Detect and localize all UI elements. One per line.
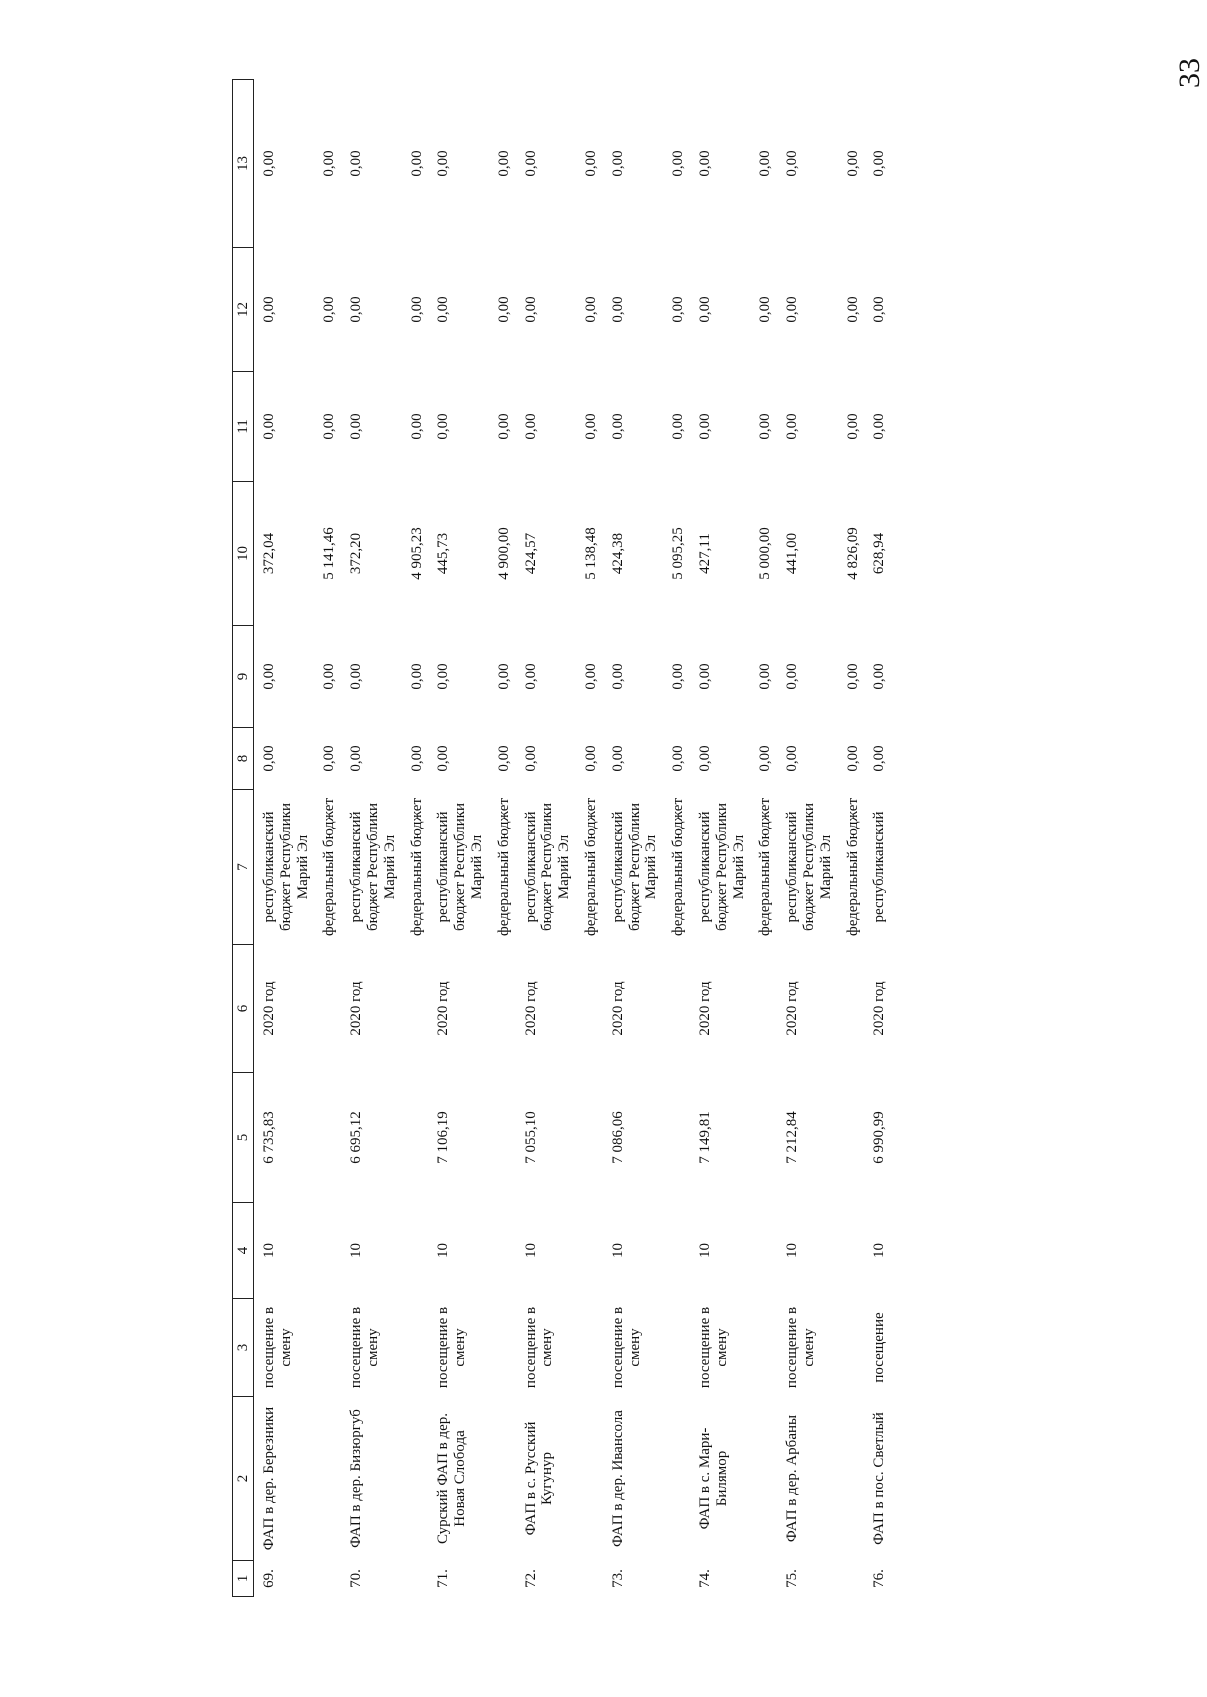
value-col-8: 0,00 bbox=[522, 745, 539, 772]
funding-source: федеральный бюджет bbox=[495, 797, 512, 937]
funding-source: федеральный бюджет bbox=[844, 797, 861, 937]
table-row bbox=[864, 80, 891, 1597]
table-row bbox=[516, 80, 576, 1597]
column-header: 1 bbox=[233, 1561, 254, 1597]
value-col-13: 0,00 bbox=[435, 150, 452, 177]
value-col-8: 0,00 bbox=[844, 745, 861, 772]
empty-cell bbox=[489, 1073, 516, 1203]
document-table-container bbox=[232, 80, 994, 1597]
value-col-9: 0,00 bbox=[757, 663, 774, 690]
empty-cell bbox=[576, 1073, 603, 1203]
capacity-value: 10 bbox=[435, 1243, 452, 1258]
object-name: ФАП в дер. Ивансола bbox=[609, 1410, 626, 1547]
value-col-9: 0,00 bbox=[261, 663, 277, 690]
empty-cell bbox=[314, 1299, 341, 1397]
value-col-10: 445,73 bbox=[435, 532, 452, 575]
value-col-12: 0,00 bbox=[871, 296, 888, 323]
value-col-12: 0,00 bbox=[321, 296, 338, 323]
empty-cell bbox=[402, 1397, 429, 1561]
empty-cell bbox=[402, 1561, 429, 1597]
table-row bbox=[690, 80, 750, 1597]
value-col-11: 0,00 bbox=[582, 413, 599, 440]
table-subrow bbox=[489, 80, 516, 1597]
capacity-value: 10 bbox=[261, 1243, 277, 1258]
empty-cell bbox=[750, 1073, 777, 1203]
empty-cell bbox=[750, 1561, 777, 1597]
row-number: 74. bbox=[696, 1569, 713, 1588]
row-number: 75. bbox=[784, 1569, 801, 1588]
column-header: 10 bbox=[233, 482, 254, 626]
empty-cell bbox=[489, 1561, 516, 1597]
value-col-13: 0,00 bbox=[871, 150, 888, 177]
capacity-unit: посещение в смену bbox=[522, 1306, 556, 1389]
value-col-10: 4 905,23 bbox=[408, 527, 425, 580]
row-number: 69. bbox=[261, 1569, 277, 1588]
value-col-11: 0,00 bbox=[321, 413, 338, 440]
value-col-8: 0,00 bbox=[582, 745, 599, 772]
value-col-10: 424,57 bbox=[522, 532, 539, 575]
value-col-12: 0,00 bbox=[495, 296, 512, 323]
funding-source: федеральный бюджет bbox=[670, 797, 687, 937]
object-name: ФАП в с. Русский Кугунур bbox=[522, 1421, 556, 1536]
capacity-value: 10 bbox=[609, 1243, 626, 1258]
empty-cell bbox=[750, 1397, 777, 1561]
empty-cell bbox=[314, 1397, 341, 1561]
empty-cell bbox=[838, 945, 865, 1073]
empty-cell bbox=[314, 1073, 341, 1203]
funding-source: республиканский bbox=[871, 811, 888, 923]
estimated-cost: 7 212,84 bbox=[784, 1111, 801, 1164]
empty-cell bbox=[576, 1561, 603, 1597]
value-col-8: 0,00 bbox=[435, 745, 452, 772]
value-col-10: 441,00 bbox=[784, 532, 801, 575]
value-col-11: 0,00 bbox=[609, 413, 626, 440]
value-col-11: 0,00 bbox=[408, 413, 425, 440]
value-col-11: 0,00 bbox=[844, 413, 861, 440]
value-col-9: 0,00 bbox=[696, 663, 713, 690]
funding-source: республиканский бюджет Республики Марий Эл bbox=[696, 802, 747, 932]
funding-source: федеральный бюджет bbox=[757, 797, 774, 937]
capacity-value: 10 bbox=[522, 1243, 539, 1258]
empty-cell bbox=[663, 1203, 690, 1299]
value-col-8: 0,00 bbox=[261, 745, 277, 772]
empty-cell bbox=[489, 1203, 516, 1299]
value-col-9: 0,00 bbox=[408, 663, 425, 690]
empty-cell bbox=[314, 1561, 341, 1597]
value-col-13: 0,00 bbox=[784, 150, 801, 177]
value-col-10: 628,94 bbox=[871, 532, 888, 575]
empty-cell bbox=[489, 1397, 516, 1561]
capacity-unit: посещение в смену bbox=[348, 1306, 381, 1389]
funding-source: республиканский бюджет Республики Марий Эл bbox=[435, 802, 485, 932]
value-col-12: 0,00 bbox=[582, 296, 599, 323]
value-col-10: 5 095,25 bbox=[670, 527, 687, 580]
empty-cell bbox=[838, 1073, 865, 1203]
table-row bbox=[341, 80, 401, 1597]
value-col-13: 0,00 bbox=[844, 150, 861, 177]
table-subrow bbox=[314, 80, 341, 1597]
value-col-13: 0,00 bbox=[408, 150, 425, 177]
value-col-9: 0,00 bbox=[844, 663, 861, 690]
table-subrow bbox=[838, 80, 865, 1597]
funding-source: федеральный бюджет bbox=[321, 797, 338, 937]
value-col-8: 0,00 bbox=[495, 745, 512, 772]
completion-year: 2020 год bbox=[261, 981, 277, 1036]
object-name: ФАП в пос. Светлый bbox=[871, 1412, 888, 1545]
value-col-10: 427,11 bbox=[696, 533, 713, 574]
table-row bbox=[254, 80, 315, 1597]
object-name: ФАП в дер. Бизюргуб bbox=[348, 1409, 365, 1548]
page-number: 33 bbox=[1173, 58, 1206, 88]
empty-cell bbox=[402, 1203, 429, 1299]
column-header: 4 bbox=[233, 1203, 254, 1299]
table-row bbox=[428, 80, 488, 1597]
column-header: 9 bbox=[233, 626, 254, 728]
value-col-11: 0,00 bbox=[670, 413, 687, 440]
column-number-row bbox=[233, 80, 254, 1597]
value-col-12: 0,00 bbox=[408, 296, 425, 323]
empty-cell bbox=[838, 1561, 865, 1597]
empty-cell bbox=[663, 1561, 690, 1597]
value-col-11: 0,00 bbox=[522, 413, 539, 440]
funding-source: республиканский бюджет Республики Марий Эл bbox=[348, 802, 398, 932]
table-subrow bbox=[576, 80, 603, 1597]
value-col-11: 0,00 bbox=[495, 413, 512, 440]
value-col-9: 0,00 bbox=[495, 663, 512, 690]
value-col-9: 0,00 bbox=[435, 663, 452, 690]
estimated-cost: 6 990,99 bbox=[871, 1111, 888, 1164]
empty-cell bbox=[838, 1203, 865, 1299]
value-col-13: 0,00 bbox=[522, 150, 539, 177]
estimated-cost: 7 086,06 bbox=[609, 1111, 626, 1164]
empty-cell bbox=[663, 1397, 690, 1561]
empty-cell bbox=[663, 1299, 690, 1397]
capacity-unit: посещение в смену bbox=[784, 1306, 817, 1389]
object-name: ФАП в дер. Березники bbox=[261, 1406, 277, 1551]
value-col-10: 372,20 bbox=[348, 532, 365, 575]
completion-year: 2020 год bbox=[522, 981, 539, 1036]
object-name: Сурский ФАП в дер. Новая Слобода bbox=[435, 1412, 469, 1545]
value-col-12: 0,00 bbox=[522, 296, 539, 323]
value-col-9: 0,00 bbox=[871, 663, 888, 690]
value-col-9: 0,00 bbox=[609, 663, 626, 690]
value-col-11: 0,00 bbox=[261, 413, 277, 440]
empty-cell bbox=[838, 1299, 865, 1397]
table-row bbox=[603, 80, 663, 1597]
capacity-unit: посещение в смену bbox=[435, 1306, 469, 1389]
capacity-unit: посещение bbox=[871, 1312, 888, 1383]
value-col-11: 0,00 bbox=[435, 413, 452, 440]
empty-cell bbox=[314, 1203, 341, 1299]
column-header: 11 bbox=[233, 372, 254, 482]
value-col-9: 0,00 bbox=[522, 663, 539, 690]
value-col-9: 0,00 bbox=[670, 663, 687, 690]
empty-cell bbox=[576, 945, 603, 1073]
row-number: 72. bbox=[522, 1569, 539, 1588]
completion-year: 2020 год bbox=[609, 981, 626, 1036]
row-number: 70. bbox=[348, 1569, 365, 1588]
table-subrow bbox=[750, 80, 777, 1597]
capacity-unit: посещение в смену bbox=[261, 1306, 294, 1389]
table-subrow bbox=[402, 80, 429, 1597]
value-col-11: 0,00 bbox=[784, 413, 801, 440]
value-col-13: 0,00 bbox=[582, 150, 599, 177]
empty-cell bbox=[663, 1073, 690, 1203]
empty-cell bbox=[576, 1203, 603, 1299]
funding-source: республиканский бюджет Республики Марий Эл bbox=[784, 802, 834, 932]
estimated-cost: 7 149,81 bbox=[696, 1111, 713, 1164]
column-header: 2 bbox=[233, 1397, 254, 1561]
value-col-10: 4 826,09 bbox=[844, 527, 861, 580]
value-col-9: 0,00 bbox=[348, 663, 365, 690]
table-subrow bbox=[663, 80, 690, 1597]
empty-cell bbox=[489, 1299, 516, 1397]
value-col-13: 0,00 bbox=[696, 150, 713, 177]
value-col-12: 0,00 bbox=[844, 296, 861, 323]
column-header: 8 bbox=[233, 728, 254, 790]
funding-source: республиканский бюджет Республики Марий Эл bbox=[609, 802, 660, 932]
value-col-13: 0,00 bbox=[495, 150, 512, 177]
object-name: ФАП в дер. Арбаны bbox=[784, 1414, 801, 1543]
funding-table bbox=[232, 79, 891, 1597]
value-col-8: 0,00 bbox=[408, 745, 425, 772]
capacity-value: 10 bbox=[348, 1243, 365, 1258]
value-col-8: 0,00 bbox=[784, 745, 801, 772]
value-col-12: 0,00 bbox=[435, 296, 452, 323]
value-col-9: 0,00 bbox=[582, 663, 599, 690]
column-header: 7 bbox=[233, 790, 254, 945]
column-header: 3 bbox=[233, 1299, 254, 1397]
table-row bbox=[777, 80, 837, 1597]
value-col-8: 0,00 bbox=[871, 745, 888, 772]
value-col-10: 4 900,00 bbox=[495, 527, 512, 580]
value-col-9: 0,00 bbox=[784, 663, 801, 690]
value-col-13: 0,00 bbox=[609, 150, 626, 177]
value-col-13: 0,00 bbox=[321, 150, 338, 177]
row-number: 73. bbox=[609, 1569, 626, 1588]
value-col-8: 0,00 bbox=[321, 745, 338, 772]
value-col-8: 0,00 bbox=[670, 745, 687, 772]
value-col-8: 0,00 bbox=[609, 745, 626, 772]
value-col-10: 424,38 bbox=[609, 532, 626, 575]
value-col-8: 0,00 bbox=[348, 745, 365, 772]
empty-cell bbox=[314, 945, 341, 1073]
value-col-12: 0,00 bbox=[670, 296, 687, 323]
value-col-11: 0,00 bbox=[348, 413, 365, 440]
capacity-value: 10 bbox=[784, 1243, 801, 1258]
empty-cell bbox=[402, 1299, 429, 1397]
column-header: 13 bbox=[233, 80, 254, 248]
value-col-13: 0,00 bbox=[348, 150, 365, 177]
value-col-12: 0,00 bbox=[348, 296, 365, 323]
capacity-unit: посещение в смену bbox=[609, 1306, 643, 1389]
column-header: 12 bbox=[233, 248, 254, 372]
value-col-13: 0,00 bbox=[261, 150, 277, 177]
completion-year: 2020 год bbox=[348, 981, 365, 1036]
capacity-value: 10 bbox=[871, 1243, 888, 1258]
row-number: 76. bbox=[871, 1569, 888, 1588]
empty-cell bbox=[750, 945, 777, 1073]
empty-cell bbox=[576, 1299, 603, 1397]
estimated-cost: 6 735,83 bbox=[261, 1111, 277, 1164]
value-col-12: 0,00 bbox=[696, 296, 713, 323]
value-col-10: 5 000,00 bbox=[757, 527, 774, 580]
value-col-11: 0,00 bbox=[871, 413, 888, 440]
estimated-cost: 7 055,10 bbox=[522, 1111, 539, 1164]
completion-year: 2020 год bbox=[435, 981, 452, 1036]
row-number: 71. bbox=[435, 1569, 452, 1588]
object-name: ФАП в с. Мари-Билямор bbox=[696, 1427, 730, 1530]
value-col-13: 0,00 bbox=[670, 150, 687, 177]
value-col-13: 0,00 bbox=[757, 150, 774, 177]
empty-cell bbox=[402, 945, 429, 1073]
estimated-cost: 7 106,19 bbox=[435, 1111, 452, 1164]
empty-cell bbox=[576, 1397, 603, 1561]
capacity-unit: посещение в смену bbox=[696, 1306, 730, 1389]
value-col-12: 0,00 bbox=[784, 296, 801, 323]
value-col-10: 5 138,48 bbox=[582, 527, 599, 580]
value-col-12: 0,00 bbox=[757, 296, 774, 323]
value-col-10: 5 141,46 bbox=[321, 527, 338, 580]
completion-year: 2020 год bbox=[784, 981, 801, 1036]
value-col-12: 0,00 bbox=[261, 296, 277, 323]
empty-cell bbox=[402, 1073, 429, 1203]
value-col-12: 0,00 bbox=[609, 296, 626, 323]
value-col-11: 0,00 bbox=[757, 413, 774, 440]
capacity-value: 10 bbox=[696, 1243, 713, 1258]
value-col-8: 0,00 bbox=[696, 745, 713, 772]
funding-source: республиканский бюджет Республики Марий Эл bbox=[522, 802, 573, 932]
funding-source: федеральный бюджет bbox=[408, 797, 425, 937]
completion-year: 2020 год bbox=[696, 981, 713, 1036]
column-header: 5 bbox=[233, 1073, 254, 1203]
empty-cell bbox=[838, 1397, 865, 1561]
column-header: 6 bbox=[233, 945, 254, 1073]
value-col-8: 0,00 bbox=[757, 745, 774, 772]
completion-year: 2020 год bbox=[871, 981, 888, 1036]
funding-source: федеральный бюджет bbox=[582, 797, 599, 937]
empty-cell bbox=[750, 1299, 777, 1397]
empty-cell bbox=[750, 1203, 777, 1299]
funding-source: республиканский бюджет Республики Марий Эл bbox=[261, 802, 311, 932]
estimated-cost: 6 695,12 bbox=[348, 1111, 365, 1164]
empty-cell bbox=[489, 945, 516, 1073]
value-col-11: 0,00 bbox=[696, 413, 713, 440]
table-body bbox=[254, 80, 892, 1597]
value-col-10: 372,04 bbox=[261, 532, 277, 575]
value-col-9: 0,00 bbox=[321, 663, 338, 690]
empty-cell bbox=[663, 945, 690, 1073]
